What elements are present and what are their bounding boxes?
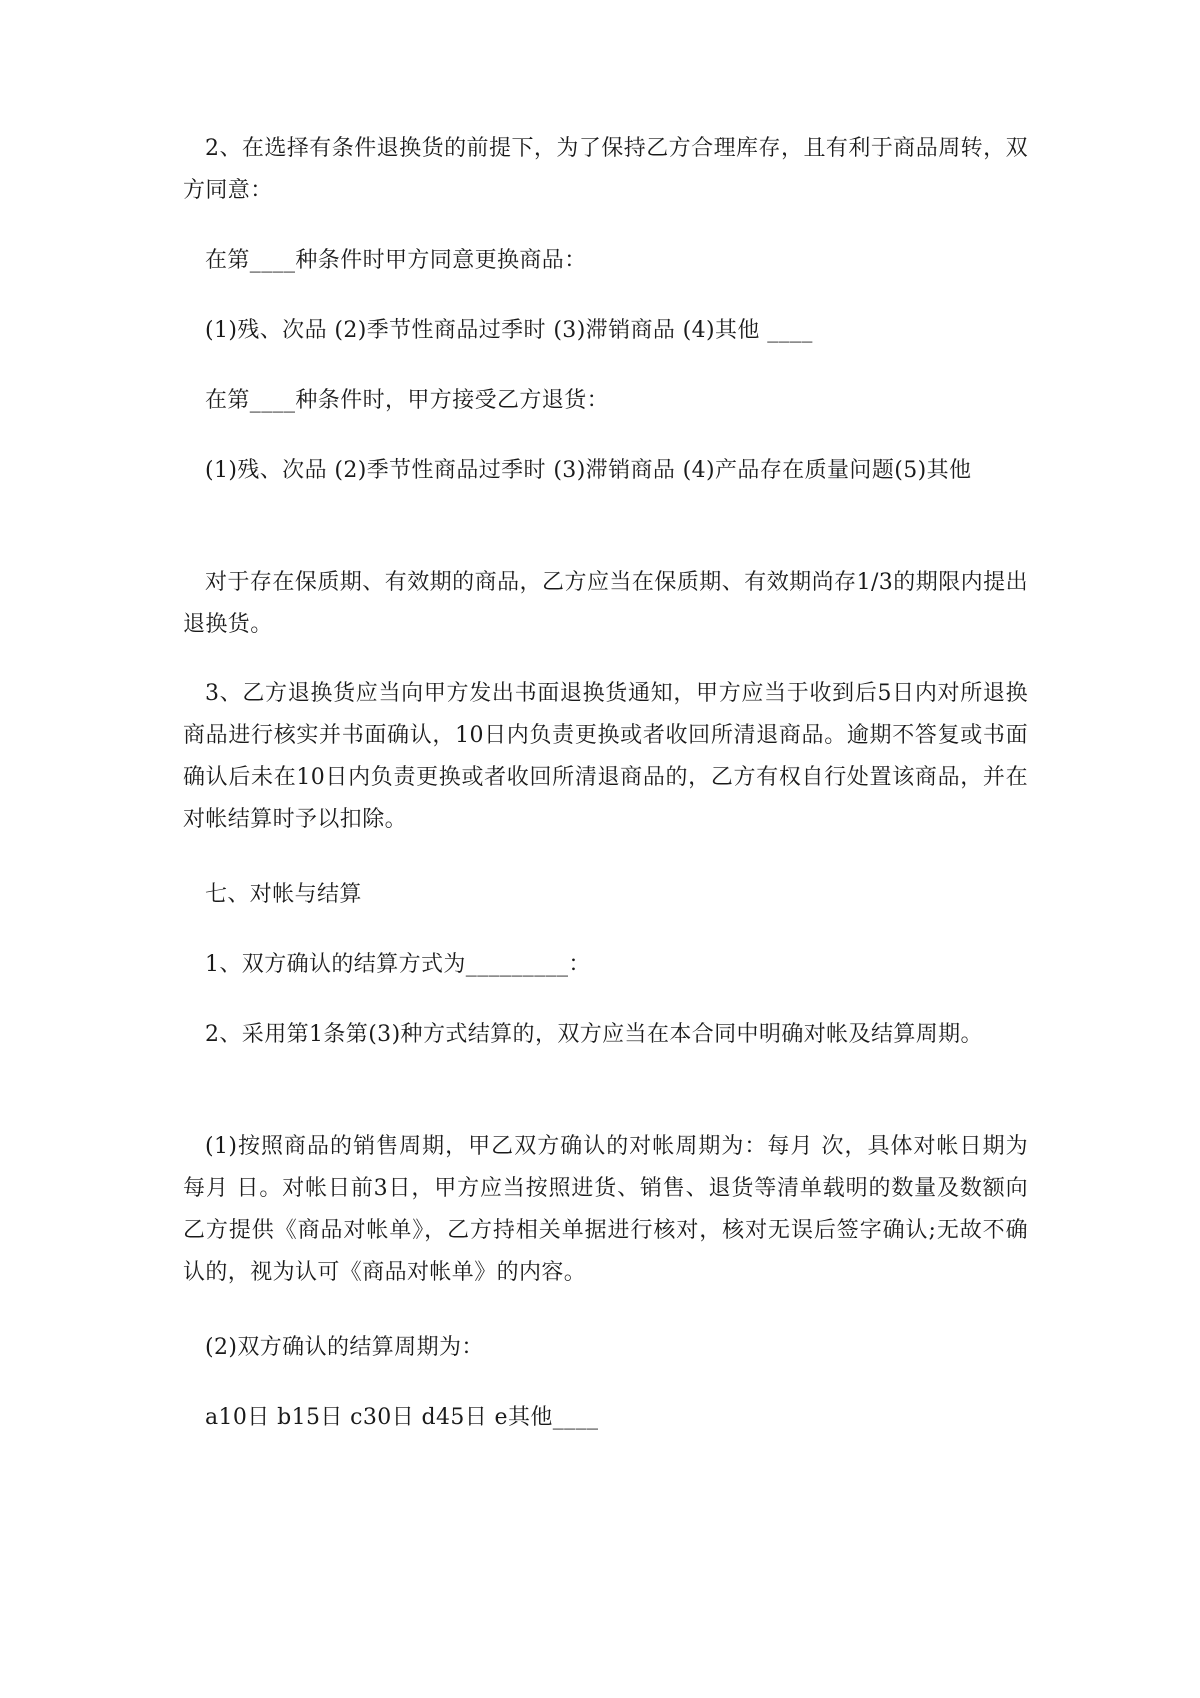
paragraph-reconciliation-cycle: (1)按照商品的销售周期，甲乙双方确认的对帐周期为：每月 次，具体对帐日期为每月 日。对帐日前3日，甲方应当按照进货、销售、退货等清单载明的数量及数额向乙方提供《商品对帐单》，乙方持相关单据进行核对，核对无误后签字确认;无故不确认的，视为认可《商品对帐单》的内容。 — [183, 1134, 1028, 1285]
paragraph-settlement-period: (2)双方确认的结算周期为： — [205, 1335, 484, 1360]
paragraph-return-notice: 3、乙方退换货应当向甲方发出书面退换货通知，甲方应当于收到后5日内对所退换商品进行核实并书面确认，10日内负责更换或者收回所清退商品。逾期不答复或书面确认后未在10日内负责更换或者收回所清退商品的，乙方有权自行处置该商品，并在对帐结算时予以扣除。 — [183, 681, 1028, 832]
paragraph-shelf-life: 对于存在保质期、有效期的商品，乙方应当在保质期、有效期尚存1/3的期限内提出退换货。 — [183, 570, 1028, 637]
section-heading-reconciliation: 七、对帐与结算 — [205, 882, 362, 907]
paragraph-settlement-options: a10日 b15日 c30日 d45日 e其他____ — [205, 1405, 599, 1430]
paragraph-exchange-condition: 在第____种条件时甲方同意更换商品： — [205, 248, 587, 273]
paragraph-return-conditions: 2、在选择有条件退换货的前提下，为了保持乙方合理库存，且有利于商品周转，双方同意： — [183, 136, 1028, 203]
paragraph-exchange-options: (1)残、次品 (2)季节性商品过季时 (3)滞销商品 (4)其他 ____ — [205, 318, 813, 343]
paragraph-settlement-method: 1、双方确认的结算方式为_________： — [205, 952, 591, 977]
paragraph-return-condition: 在第____种条件时，甲方接受乙方退货： — [205, 388, 610, 413]
paragraph-settlement-cycle: 2、采用第1条第(3)种方式结算的，双方应当在本合同中明确对帐及结算周期。 — [205, 1022, 983, 1047]
paragraph-return-options: (1)残、次品 (2)季节性商品过季时 (3)滞销商品 (4)产品存在质量问题(5)其他 — [205, 458, 972, 483]
